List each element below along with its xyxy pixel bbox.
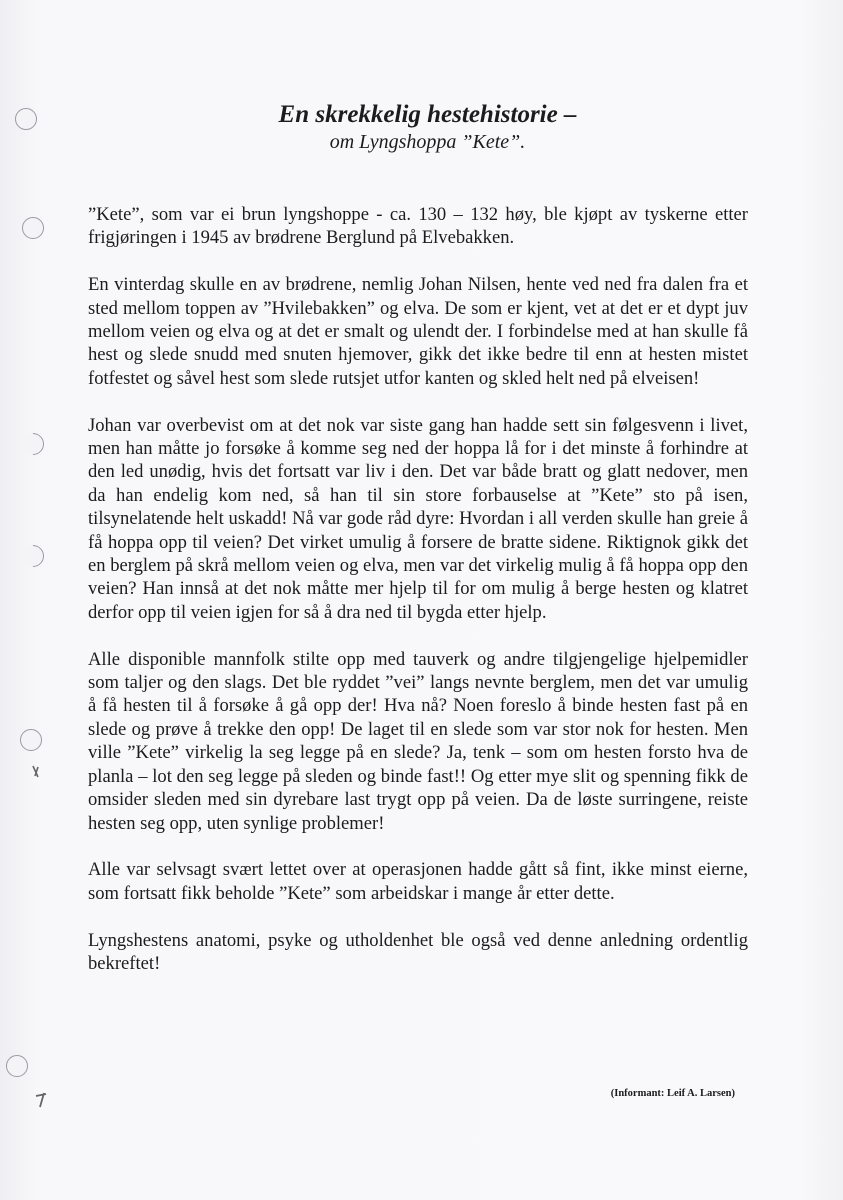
page-subtitle: om Lyngshoppa ”Kete”.: [329, 131, 526, 153]
story-body: [88, 203, 748, 999]
paragraph: Alle var selvsagt svært lettet over at operasjonen hadde gått så fint, ikke minst eierne, som fortsatt fikk beholde ”Kete” som arbeidskar i mange år etter dette.: [88, 859, 748, 904]
binder-hole-4: [17, 540, 48, 571]
pen-mark-icon: [30, 764, 42, 780]
binder-hole-3: [17, 428, 48, 459]
paragraph: En vinterdag skulle en av brødrene, nemlig Johan Nilsen, hente ved ned fra dalen fra et sted mellom toppen av ”Hvilebakken” og elva. De som er kjent, vet at det er et dypt juv mellom veien og elva og at det er smalt og ulendt der. I forbindelse med at han skulle få hest og slede snudd med snuten hjemover, gikk det ikke bedre til enn at hesten mistet fotfestet og såvel hest som slede rutsjet utfor kanten og skled helt ned på elveisen!: [88, 274, 748, 389]
page-title: En skrekkelig hestehistorie –: [278, 101, 577, 128]
pen-mark-icon: [34, 1090, 50, 1110]
paragraph: Lyngshestens anatomi, psyke og utholdenhet ble også ved denne anledning ordentlig bekreftet!: [88, 929, 748, 974]
paragraph: Alle disponible mannfolk stilte opp med tauverk og andre tilgjengelige hjelpemidler som taljer og den slags. Det ble ryddet ”vei” langs nevnte berglem, men det var umulig å få hesten til å forsøke å gå opp der! Hva nå? Noen foreslo å binde hesten fast på en slede og prøve å trekke den opp! De laget til en slede som var stor nok for hesten. Men ville ”Kete” virkelig la seg legge på en slede? Ja, tenk – som om hesten forsto hva de planla – lot den seg legge på sleden og binde fast!! Og etter mye slit og spenning fikk de omsider sleden med sin dyrebare last trygt opp på veien. Da de løste surringene, reiste hesten seg opp, uten synlige problemer!: [88, 648, 748, 834]
binder-hole-5: [20, 729, 42, 751]
paragraph: Johan var overbevist om at det nok var siste gang han hadde sett sin følgesvenn i livet, men han måtte jo forsøke å komme seg ned der hoppa lå for i det minste å forhindre at den led unødig, hvis det fortsatt var liv i den. Det var både bratt og glatt nedover, men da han endelig kom ned, så han til sin store forbauselse at ”Kete” sto på isen, tilsynelatende helt uskadd! Nå var gode råd dyre: Hvordan i all verden skulle han greie å få hoppa opp til veien? Det virket umulig å forsere de bratte sidene. Riktignok gikk det en berglem på skrå mellom veien og elva, men var det virkelig mulig å få hoppa opp den veien? Han innså at det nok måtte mer hjelp til for om mulig å berge hesten og klatret derfor opp til veien igjen for så å dra ned til bygda etter hjelp.: [88, 414, 748, 623]
binder-hole-2: [22, 217, 44, 239]
informant-credit: (Informant: Leif A. Larsen): [610, 1088, 735, 1099]
title-block: [0, 100, 843, 154]
binder-hole-6: [6, 1055, 28, 1077]
paragraph: ”Kete”, som var ei brun lyngshoppe - ca. 130 – 132 høy, ble kjøpt av tyskerne etter frigjøringen i 1945 av brødrene Berglund på Elvebakken.: [88, 204, 748, 249]
